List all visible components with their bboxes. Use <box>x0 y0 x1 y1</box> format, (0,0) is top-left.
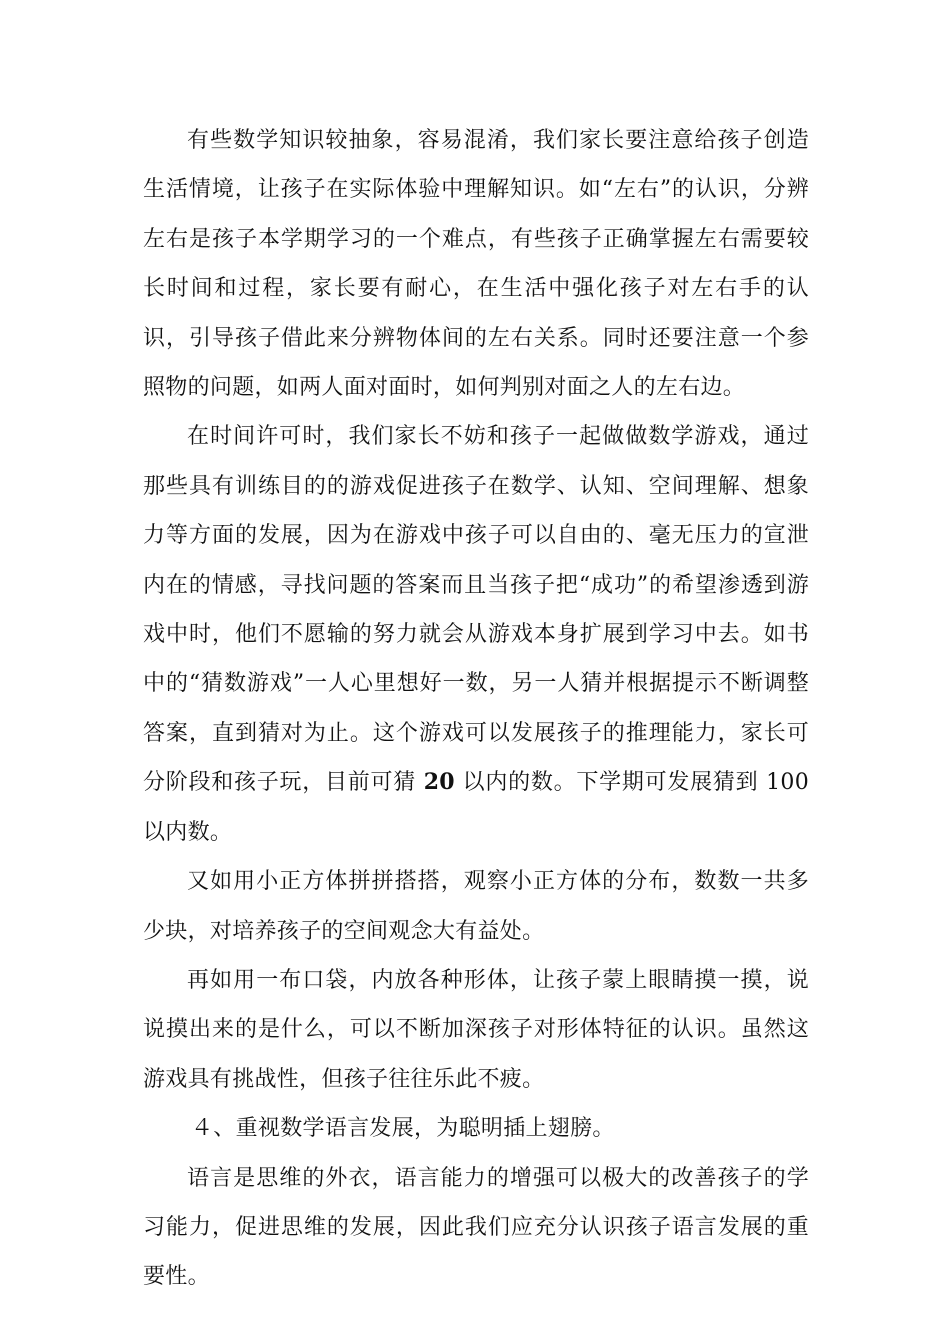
document-body <box>143 116 809 1302</box>
paragraph-math-games-text-before: 在时间许可时，我们家长不妨和孩子一起做做数学游戏，通过那些具有训练目的的游戏促进孩子在数学、认知、空间理解、想象力等方面的发展，因为在游戏中孩子可以自由的、毫无压力的宣泄内在的情感，寻找问题的答案而且当孩子把“成功”的希望渗透到游戏中时，他们不愿输的努力就会从游戏本身扩展到学习中去。如书中的“猜数游戏”一人心里想好一数，另一人猜并根据提示不断调整答案，直到猜对为止。这个游戏可以发展孩子的推理能力，家长可分阶段和孩子玩，目前可猜 <box>143 424 809 796</box>
paragraph-math-games-text-after: 以内的数。下学期可发展猜到 100 以内数。 <box>143 770 809 845</box>
paragraph-touch-bag-game: 再如用一布口袋，内放各种形体，让孩子蒙上眼睛摸一摸，说说摸出来的是什么，可以不断加深孩子对形体特征的认识。虽然这游戏具有挑战性，但孩子往往乐此不疲。 <box>143 967 809 1092</box>
paragraph-math-games <box>143 412 809 857</box>
paragraph-language-development: 语言是思维的外衣，语言能力的增强可以极大的改善孩子的学习能力，促进思维的发展，因此我们应充分认识孩子语言发展的重要性。 <box>143 1165 809 1290</box>
section-heading-math-language: ４、重视数学语言发展，为聪明插上翅膀。 <box>191 1116 615 1142</box>
paragraph-math-games-number: 20 <box>423 769 455 796</box>
paragraph-left-right-recognition: 有些数学知识较抽象，容易混淆，我们家长要注意给孩子创造生活情境，让孩子在实际体验中理解知识。如“左右”的认识，分辨左右是孩子本学期学习的一个难点，有些孩子正确掌握左右需要较长时间和过程，家长要有耐心，在生活中强化孩子对左右手的认识，引导孩子借此来分辨物体间的左右关系。同时还要注意一个参照物的问题，如两人面对面时，如何判别对面之人的左右边。 <box>143 128 809 401</box>
paragraph-cube-building: 又如用小正方体拼拼搭搭，观察小正方体的分布，数数一共多少块，对培养孩子的空间观念大有益处。 <box>143 869 809 944</box>
